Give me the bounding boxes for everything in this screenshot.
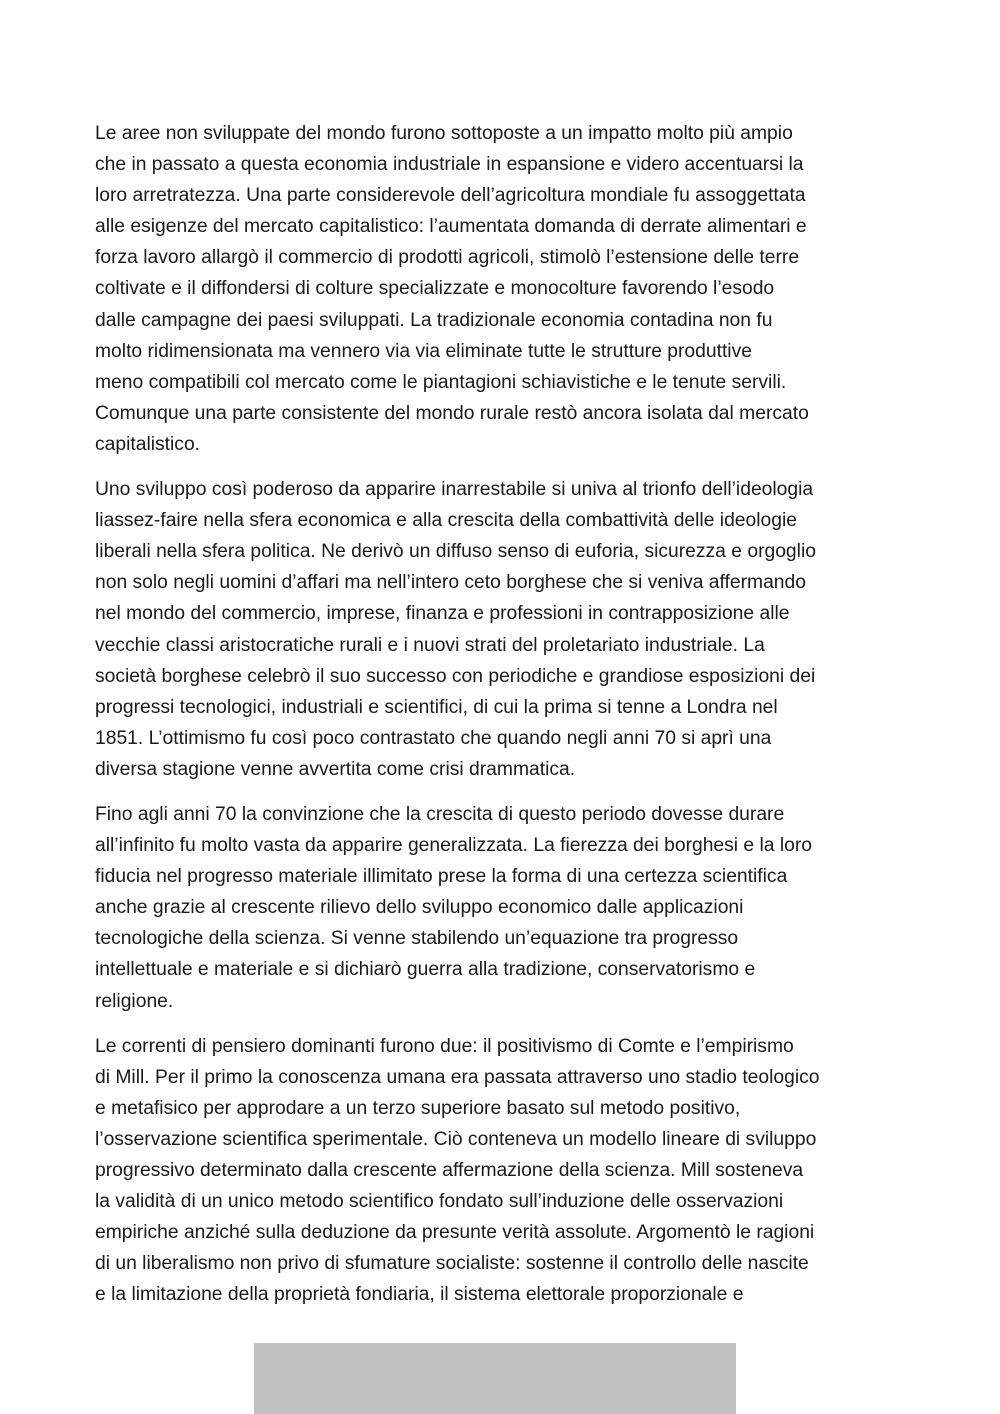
text-line: tecnologiche della scienza. Si venne stabilendo un’equazione tra progresso: [95, 928, 739, 950]
text-line: Comunque una parte consistente del mondo rurale restò ancora isolata dal mercato: [95, 402, 809, 424]
text-line: Fino agli anni 70 la convinzione che la crescita di questo periodo dovesse durare: [95, 803, 785, 825]
text-line: progressivo determinato dalla crescente affermazione della scienza. Mill sosteneva: [95, 1160, 804, 1181]
body-text: [95, 118, 907, 1324]
text-line: alle esigenze del mercato capitalistico: l’aumentata domanda di derrate alimentari e: [95, 216, 807, 238]
text-line: religione.: [95, 990, 174, 1012]
text-line: meno compatibili col mercato come le piantagioni schiavistiche e le tenute servili.: [95, 371, 787, 393]
text-line: intellettuale e materiale e si dichiarò guerra alla tradizione, conservatorismo e: [95, 959, 756, 981]
text-line: liberali nella sfera politica. Ne derivò un diffuso senso di euforia, sicurezza e orgoglio: [95, 541, 816, 563]
text-line: coltivate e il diffondersi di colture specializzate e monocolture favorendo l’esodo: [95, 278, 775, 300]
text-line: all’infinito fu molto vasta da apparire generalizzata. La fierezza dei borghesi e la loro: [95, 835, 813, 857]
text-line: empiriche anziché sulla deduzione da presunte verità assolute. Argomentò le ragioni: [95, 1222, 815, 1244]
text-line: vecchie classi aristocratiche rurali e i nuovi strati del proletariato industriale. La: [95, 634, 765, 656]
text-line: Le aree non sviluppate del mondo furono sottoposte a un impatto molto più ampio: [95, 123, 793, 144]
text-line: che in passato a questa economia industriale in espansione e videro accentuarsi la: [95, 154, 804, 176]
text-line: non solo negli uomini d’affari ma nell’intero ceto borghese che si veniva affermando: [95, 572, 806, 594]
text-line: di Mill. Per il primo la conoscenza umana era passata attraverso uno stadio teologico: [95, 1066, 820, 1088]
text-line: Le correnti di pensiero dominanti furono due: il positivismo di Comte e l’empirismo: [95, 1035, 794, 1057]
text-line: di un liberalismo non privo di sfumature socialiste: sostenne il controllo delle nascite: [95, 1253, 809, 1275]
text-line: loro arretratezza. Una parte considerevole dell’agricoltura mondiale fu assoggettata: [95, 185, 806, 207]
paragraph-3: [95, 799, 907, 1017]
text-line: società borghese celebrò il suo successo con periodiche e grandiose esposizioni dei: [95, 665, 816, 687]
footer-placeholder-bar: [254, 1343, 736, 1414]
text-line: molto ridimensionata ma vennero via via eliminate tutte le strutture produttive: [95, 340, 752, 362]
text-line: la validità di un unico metodo scientifico fondato sull’induzione delle osservazioni: [95, 1191, 784, 1213]
text-line: dalle campagne dei paesi sviluppati. La tradizionale economia contadina non fu: [95, 309, 773, 331]
text-line: anche grazie al crescente rilievo dello sviluppo economico dalle applicazioni: [95, 897, 744, 919]
paragraph-4: [95, 1031, 907, 1311]
paragraph-1: [95, 118, 907, 460]
text-line: progressi tecnologici, industriali e scientifici, di cui la prima si tenne a Londra nel: [95, 696, 778, 718]
paragraph-2: [95, 474, 907, 785]
text-line: Uno sviluppo così poderoso da apparire inarrestabile si univa al trionfo dell’ideologia: [95, 479, 814, 501]
text-line: e la limitazione della proprietà fondiaria, il sistema elettorale proporzionale e: [95, 1284, 744, 1306]
text-line: e metafisico per approdare a un terzo superiore basato sul metodo positivo,: [95, 1097, 741, 1119]
text-line: l’osservazione scientifica sperimentale. Ciò conteneva un modello lineare di sviluppo: [95, 1128, 817, 1150]
text-line: liassez-faire nella sfera economica e alla crescita della combattività delle ideologie: [95, 510, 797, 532]
text-line: forza lavoro allargò il commercio di prodotti agricoli, stimolò l’estensione delle terre: [95, 247, 800, 269]
text-line: capitalistico.: [95, 433, 201, 455]
text-line: nel mondo del commercio, imprese, finanza e professioni in contrapposizione alle: [95, 603, 790, 625]
text-line: fiducia nel progresso materiale illimitato prese la forma di una certezza scientifica: [95, 866, 788, 888]
text-line: 1851. L’ottimismo fu così poco contrastato che quando negli anni 70 si aprì una: [95, 727, 772, 749]
text-line: diversa stagione venne avvertita come crisi drammatica.: [95, 758, 576, 780]
